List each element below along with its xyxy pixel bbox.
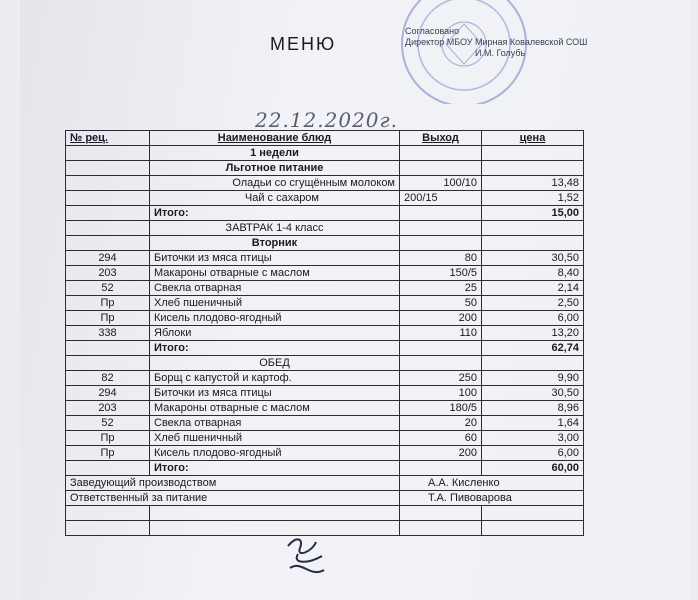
empty-cell (66, 506, 150, 521)
handwritten-date: 22.12.2020г. (255, 108, 398, 132)
total-row (66, 341, 584, 356)
row-no: Пр (66, 431, 150, 446)
table-row (66, 191, 584, 206)
header-price: цена (482, 131, 584, 146)
row-price: 1,64 (482, 416, 584, 431)
empty-cell (400, 341, 482, 356)
row-name: Кисель плодово-ягодный (150, 446, 400, 461)
total-row (66, 461, 584, 476)
row-name: Свекла отварная (150, 281, 400, 296)
total-row (66, 206, 584, 221)
breakfast-day: Вторник (150, 236, 400, 251)
approval-block (405, 26, 615, 59)
empty-cell (66, 461, 150, 476)
row-no: 294 (66, 386, 150, 401)
page-title: МЕНЮ (270, 34, 337, 54)
section-week: 1 недели (150, 146, 400, 161)
signature-role: Заведующий производством (66, 476, 400, 491)
row-price: 3,00 (482, 431, 584, 446)
table-row (66, 311, 584, 326)
empty-cell (400, 521, 482, 536)
row-no: 82 (66, 371, 150, 386)
lunch-title: ОБЕД (150, 356, 400, 371)
empty-cell (66, 341, 150, 356)
breakfast-title: ЗАВТРАК 1-4 класс (150, 221, 400, 236)
table-row (66, 281, 584, 296)
table-row (66, 386, 584, 401)
row-name: Биточки из мяса птицы (150, 251, 400, 266)
row-output: 20 (400, 416, 482, 431)
total-price: 62,74 (482, 341, 584, 356)
row-output: 60 (400, 431, 482, 446)
total-label: Итого: (150, 206, 400, 221)
row-price: 30,50 (482, 386, 584, 401)
section-row (66, 356, 584, 371)
row-price: 2,50 (482, 296, 584, 311)
row-name: Хлеб пшеничный (150, 296, 400, 311)
table-row (66, 446, 584, 461)
empty-cell (66, 356, 150, 371)
row-name: Биточки из мяса птицы (150, 386, 400, 401)
approval-line: И.М. Голубь (475, 48, 526, 58)
row-no (66, 176, 150, 191)
section-row (66, 236, 584, 251)
row-no: 294 (66, 251, 150, 266)
row-no: Пр (66, 311, 150, 326)
row-output: 80 (400, 251, 482, 266)
row-output: 150/5 (400, 266, 482, 281)
menu-table (65, 130, 584, 536)
total-label: Итого: (150, 341, 400, 356)
row-no: Пр (66, 296, 150, 311)
empty-cell (400, 506, 482, 521)
row-name: Яблоки (150, 326, 400, 341)
total-price: 60,00 (482, 461, 584, 476)
row-name: Чай с сахаром (150, 191, 400, 206)
empty-cell (66, 521, 150, 536)
row-no (66, 191, 150, 206)
row-price: 6,00 (482, 446, 584, 461)
row-no: 338 (66, 326, 150, 341)
table-header-row (66, 131, 584, 146)
empty-cell (482, 506, 584, 521)
table-row (66, 401, 584, 416)
row-no: 52 (66, 281, 150, 296)
row-name: Свекла отварная (150, 416, 400, 431)
section-row (66, 221, 584, 236)
row-price: 1,52 (482, 191, 584, 206)
row-output: 200 (400, 446, 482, 461)
row-name: Макароны отварные с маслом (150, 266, 400, 281)
row-no: Пр (66, 446, 150, 461)
row-price: 30,50 (482, 251, 584, 266)
approval-line: Директор МБОУ Мирная Ковалевской СОШ (405, 37, 588, 47)
table-row (66, 326, 584, 341)
signature-row (66, 491, 584, 506)
signature-role: Ответственный за питание (66, 491, 400, 506)
header-output: Выход (400, 131, 482, 146)
row-no: 203 (66, 266, 150, 281)
signature-person: А.А. Кисленко (400, 476, 584, 491)
empty-cell (400, 356, 482, 371)
section-benefit: Льготное питание (150, 161, 400, 176)
row-price: 6,00 (482, 311, 584, 326)
total-price: 15,00 (482, 206, 584, 221)
total-label: Итого: (150, 461, 400, 476)
row-output: 200/15 (400, 191, 482, 206)
table-row (66, 266, 584, 281)
row-output: 180/5 (400, 401, 482, 416)
row-output: 50 (400, 296, 482, 311)
empty-cell (150, 506, 400, 521)
row-name: Борщ с капустой и картоф. (150, 371, 400, 386)
row-name: Кисель плодово-ягодный (150, 311, 400, 326)
row-output: 110 (400, 326, 482, 341)
table-row (66, 431, 584, 446)
handwritten-signature (282, 534, 330, 580)
approval-line: Согласовано (405, 26, 460, 36)
row-output: 100 (400, 386, 482, 401)
table-row (66, 296, 584, 311)
row-output: 200 (400, 311, 482, 326)
row-no: 203 (66, 401, 150, 416)
row-price: 2,14 (482, 281, 584, 296)
section-row (66, 146, 584, 161)
table-row (66, 416, 584, 431)
row-price: 13,48 (482, 176, 584, 191)
empty-row (66, 506, 584, 521)
empty-cell (482, 521, 584, 536)
row-output: 100/10 (400, 176, 482, 191)
row-price: 8,96 (482, 401, 584, 416)
row-output: 25 (400, 281, 482, 296)
empty-cell (482, 356, 584, 371)
row-name: Оладьи со сгущённым молоком (150, 176, 400, 191)
row-no: 52 (66, 416, 150, 431)
table-row (66, 371, 584, 386)
section-row (66, 161, 584, 176)
row-name: Макароны отварные с маслом (150, 401, 400, 416)
row-name: Хлеб пшеничный (150, 431, 400, 446)
table-row (66, 251, 584, 266)
row-output: 250 (400, 371, 482, 386)
signature-person: Т.А. Пивоварова (400, 491, 584, 506)
row-price: 9,90 (482, 371, 584, 386)
row-price: 13,20 (482, 326, 584, 341)
header-name: Наименование блюд (150, 131, 400, 146)
empty-cell (150, 521, 400, 536)
table-row (66, 176, 584, 191)
empty-cell (400, 461, 482, 476)
row-price: 8,40 (482, 266, 584, 281)
signature-row (66, 476, 584, 491)
header-no: № рец. (66, 131, 150, 146)
menu-body (66, 146, 584, 536)
